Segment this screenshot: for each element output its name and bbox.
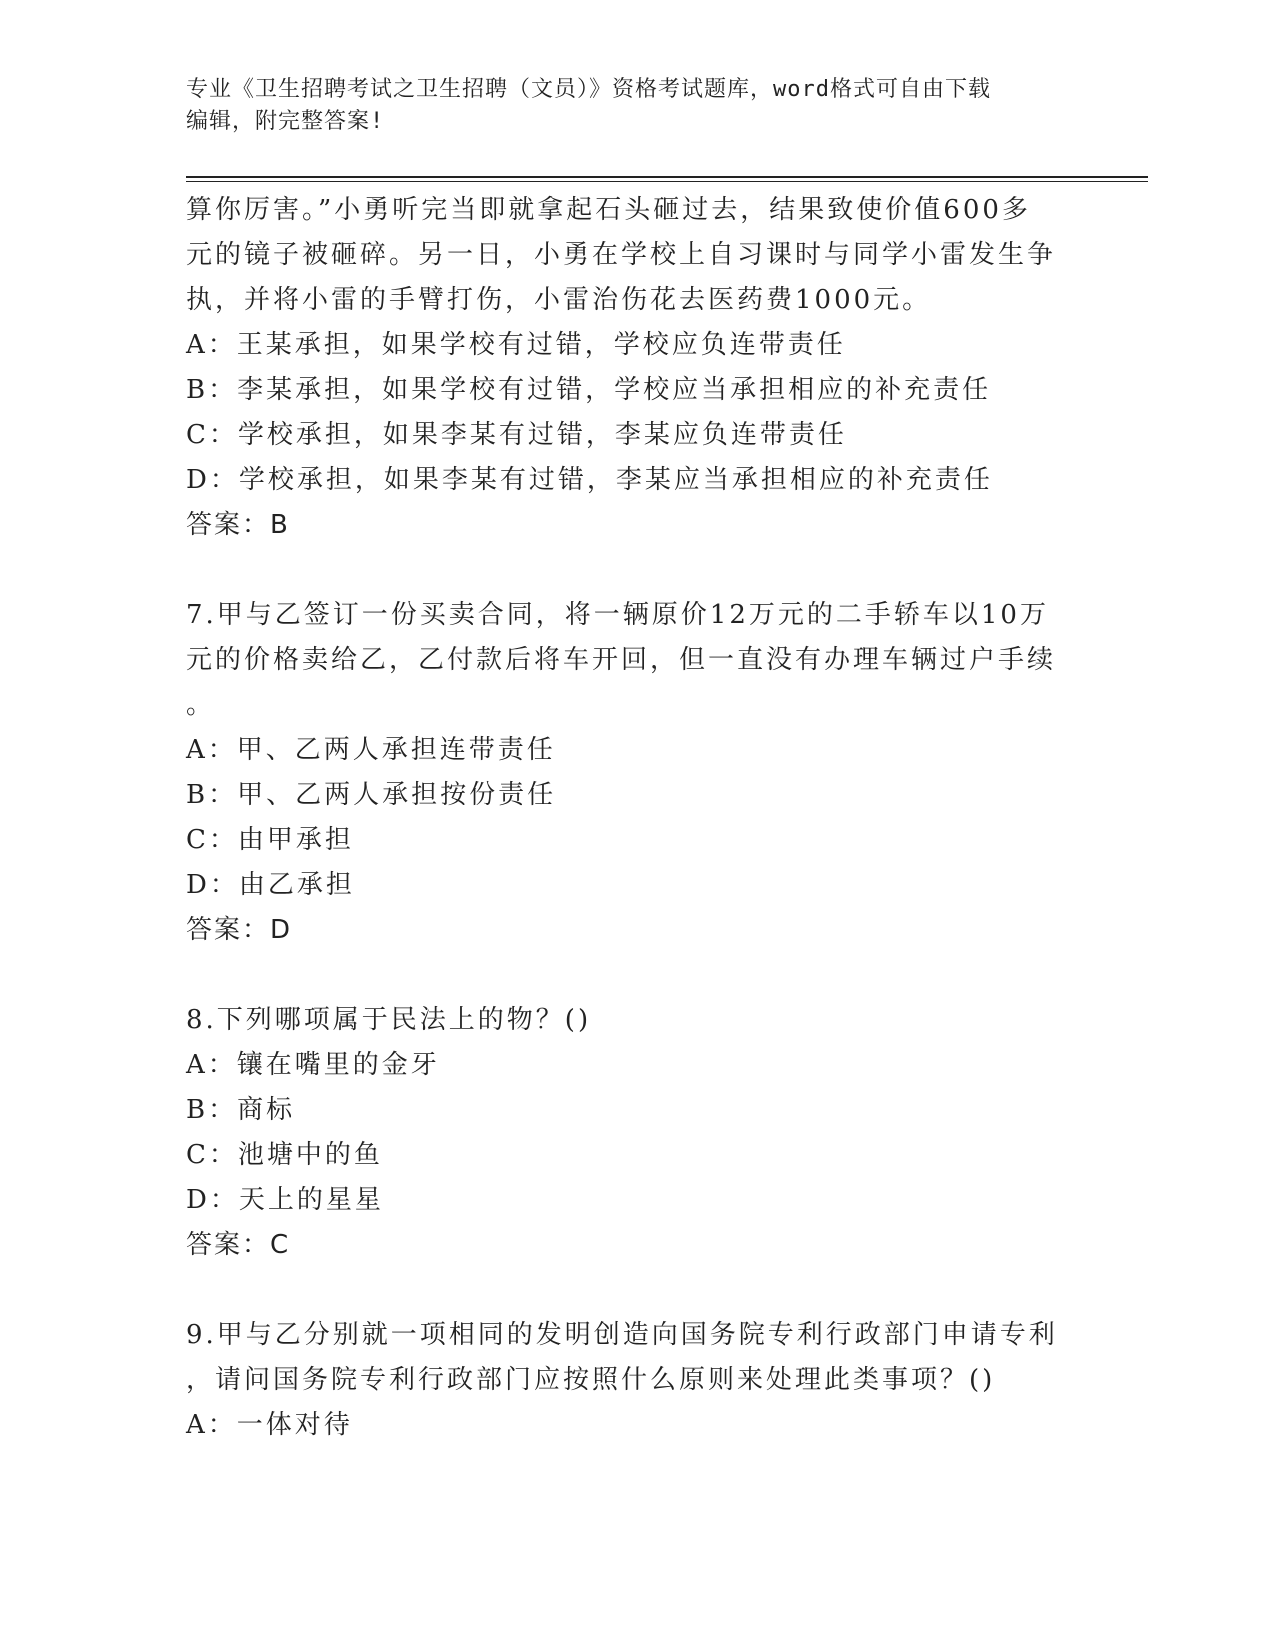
option-d: D：天上的星星 [186,1185,384,1215]
spacer [186,1268,1066,1313]
spacer [186,953,1066,998]
question-text-line: ，请问国务院专利行政部门应按照什么原则来处理此类事项？() [186,1365,996,1395]
option-b: B：李某承担，如果学校有过错，学校应当承担相应的补充责任 [186,375,992,405]
option-a: A：王某承担，如果学校有过错，学校应负连带责任 [186,330,846,360]
question-text-line: 执，并将小雷的手臂打伤，小雷治伤花去医药费1000元。 [186,285,932,315]
header-divider-thick [186,176,1148,178]
question-8 [186,998,1066,1268]
question-7 [186,593,1066,953]
question-text-line: 。 [186,690,216,720]
option-b: B：商标 [186,1095,296,1125]
header-line-2: 编辑，附完整答案! [186,109,385,134]
option-a: A：一体对待 [186,1410,353,1440]
answer-label: 答案：C [186,1230,291,1260]
answer-label: 答案：D [186,915,293,945]
option-a: A：镶在嘴里的金牙 [186,1050,440,1080]
document-header [186,74,1066,138]
header-divider-thin [186,181,1148,182]
option-b: B：甲、乙两人承担按份责任 [186,780,557,810]
option-c: C：学校承担，如果李某有过错，李某应负连带责任 [186,420,847,450]
document-body [186,188,1066,1448]
question-9 [186,1313,1066,1448]
question-text-line: 算你厉害。”小勇听完当即就拿起石头砸过去，结果致使价值600多 [186,195,1031,225]
option-d: D：学校承担，如果李某有过错，李某应当承担相应的补充责任 [186,465,993,495]
header-line-1: 专业《卫生招聘考试之卫生招聘（文员）》资格考试题库，word格式可自由下载 [186,77,991,102]
question-text-line: 7.甲与乙签订一份买卖合同，将一辆原价12万元的二手轿车以10万 [186,600,1049,630]
answer-label: 答案：B [186,510,290,540]
option-d: D：由乙承担 [186,870,355,900]
question-text-line: 8.下列哪项属于民法上的物？() [186,1005,592,1035]
option-a: A：甲、乙两人承担连带责任 [186,735,556,765]
question-text-line: 9.甲与乙分别就一项相同的发明创造向国务院专利行政部门申请专利 [186,1320,1058,1350]
question-text-line: 元的价格卖给乙，乙付款后将车开回，但一直没有办理车辆过户手续 [186,645,1057,675]
spacer [186,548,1066,593]
option-c: C：由甲承担 [186,825,354,855]
option-c: C：池塘中的鱼 [186,1140,383,1170]
question-6 [186,188,1066,548]
question-text-line: 元的镜子被砸碎。另一日，小勇在学校上自习课时与同学小雷发生争 [186,240,1057,270]
